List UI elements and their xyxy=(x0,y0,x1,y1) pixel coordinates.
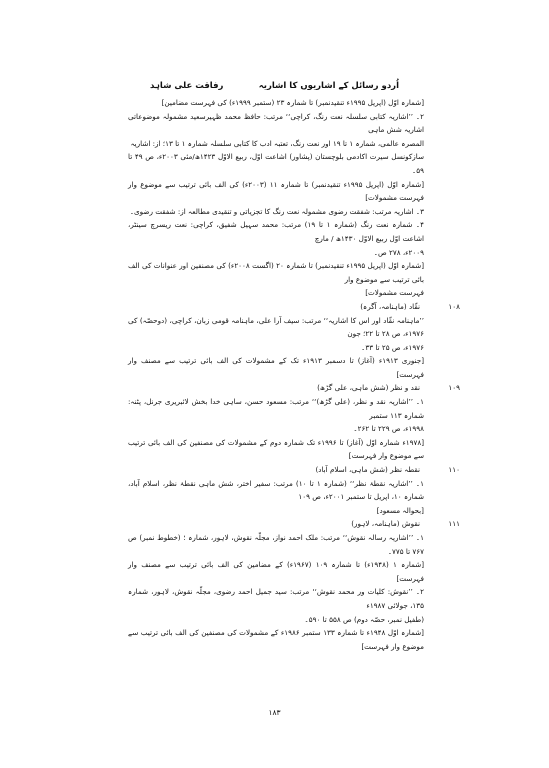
text-line: [شمارہ اوّل (اپریل ۱۹۹۵ء تنقیدنمبر) تا شمارہ ۲۰ (اگست ۲۰۰۸ء) کی مصنفین اور عنوانات کی الف بائی ترتیب سے موضوع وار xyxy=(128,261,424,284)
text-line: (طفیل نمبر، حصّہ دوم) ص ۵۵۸ تا ۵۹۰۔ xyxy=(304,614,424,624)
text-line: ۴۔ شمارہ نعت رنگ (شمارہ ۱ تا ۱۹) مرتب: محمد سہیل شفیق، کراچی: نعت ریسرچ سینٹر، اشاعت اوّل ربیع الاوّل ۱۴۳۰ھ / مارچ xyxy=(128,220,424,243)
entry-108 xyxy=(128,300,460,382)
entry-number: ۱۰۹ xyxy=(448,383,460,393)
text-line: ۳۔ اشاریہ مرتب: شفقت رضوی مشمولہ نعت رنگ کا تجزیاتی و تنقیدی مطالعہ از: شفقت رضوی۔ xyxy=(129,206,424,216)
entry-title: نقد و نظر (شش ماہی، علی گڑھ) xyxy=(317,383,420,393)
text-line: ۲۰۰۹ء، ۲۷۸ ص۔ xyxy=(373,247,424,257)
text-line: ۱۹۷۶ء، ص ۲۵ تا ۳۳۔ xyxy=(361,342,424,352)
text-line: [شمارہ اوّل ۱۹۴۸ء تا شمارہ ۱۳۳ ستمبر ۱۹۸۶ء کے مشمولات کی مصنفین کی الف بائی ترتیب سے موضوع وار فہرست] xyxy=(128,628,424,651)
text-line: ۱۔ ’’اشاریہ نقد و نظر، (علی گڑھ)‘‘ مرتب: مسعود حسن، ساہی خدا بخش لائبریری جرنل، پٹنہ: شمارہ ۱۱۳ ستمبر xyxy=(128,397,424,420)
text-line: ۲۔ ’’اشاریہ کتابی سلسلہ نعت رنگ، کراچی‘‘ مرتب: حافظ محمد ظہیرسعید مشمولہ موضوعاتی اشاریہ شش ماہی xyxy=(128,111,424,135)
running-header-author: رفاقت علی شاہد xyxy=(150,81,224,91)
text-line: [۱۹۷۸ء شمارہ اوّل (آغاز) تا ۱۹۹۶ء تک شمارہ دوم کے مشمولات کی مصنفین کی الف بائی ترتیب سے موضوع وار فہرست] xyxy=(128,437,424,461)
page-body xyxy=(128,96,460,653)
entry-number: ۱۱۱ xyxy=(448,519,460,529)
text-line: ۱۔ ’’اشاریہ نقطۂ نظر‘‘ (شمارہ ۱ تا ۱۰) مرتب: سفیر اختر، شش ماہی نقطۂ نظر، اسلام آباد، شمارہ ۱۰، اپریل تا ستمبر ۲۰۰۱ء، ص ۱۰۹ xyxy=(128,478,424,502)
entry-109 xyxy=(128,381,460,463)
text-line: ۲۔ ’’نقوش: کلیات ور محمد نقوش‘‘ مرتب: سید جمیل احمد رضوی، مجلّہ نقوش، لاہور، شمارہ ۱۳۵، جولائی ۱۹۸۷ء xyxy=(128,587,424,610)
entry-111 xyxy=(128,517,460,653)
text-line: ’’ماہنامہ نقّاد اور اس کا اشاریہ‘‘ مرتب: سیف آرا علی، ماہنامہ قومی زبان، کراچی، (دوحصّہ) کی ۱۹۷۶ء، ص ۲۸ تا ۲۲؛ جون xyxy=(128,315,424,339)
entry-title: نقطہ نظر (شش ماہی، اسلام آباد) xyxy=(315,465,420,475)
entry-number: ۱۱۰ xyxy=(448,465,460,475)
text-line: سازکونسل سیرت اکادمی بلوچستان (پشاور) اشاعت اوّل، ربیع الاوّل ۱۴۲۳ھ/مئی ۲۰۰۳ء، ص ۴۹ تا ۵۹۔ xyxy=(128,152,424,175)
text-line: ۱۹۹۸ء، ص ۲۲۹ تا ۲۶۲۔ xyxy=(353,424,424,434)
text-line: [شمارہ اوّل (اپریل ۱۹۹۵ء تنقیدنمبر) تا شمارہ ۱۱ (۲۰۰۳ء) کی الف بائی ترتیب سے موضوع وار فہرست مشمولات] xyxy=(128,179,424,203)
text-line: [بحوالہ مسعود] xyxy=(376,505,424,515)
text-line: [شمارہ اوّل (اپریل ۱۹۹۵ء تنقیدنمبر) تا شمارہ ۲۳ (ستمبر ۱۹۹۹ء) کی فہرست مضامین] xyxy=(161,98,424,107)
entry-title: نقّاد (ماہنامہ، آگرہ) xyxy=(360,301,420,311)
entry-title: نقوش (ماہنامہ، لاہور) xyxy=(351,519,420,529)
text-line: المصرہ عالمی، شمارہ ۱ تا ۱۹ اور نعت رنگ، تعتبہ ادب کا کتابی سلسلہ شمارہ ۱ تا ۱۳؛ از: اشاریہ xyxy=(130,138,424,148)
page-number: ۱۸۳ xyxy=(268,708,281,717)
running-header-title: اُردو رسائل کے اشاریوں کا اشاریہ xyxy=(258,81,399,91)
entry-number: ۱۰۸ xyxy=(448,301,460,311)
text-line: [جنوری ۱۹۱۳ء (آغاز) تا دسمبر ۱۹۱۳ء تک کے مشمولات کی الف بائی ترتیب سے مصنف وار فہرست] xyxy=(128,356,424,379)
text-line: فہرست مشمولات] xyxy=(365,288,424,298)
entry-110 xyxy=(128,463,460,517)
text-line: [شمارہ ۱ (۱۹۴۸ء) تا شمارہ ۱۰۹ (۱۹۶۷ء) کے مضامین کی الف بائی ترتیب سے مصنف وار فہرست] xyxy=(128,560,425,583)
text-line: ۱۔ ’’اشاریہ رسالہ نقوش‘‘ مرتب: ملک احمد نواز، مجلّہ نقوش، لاہور، شمارہ ؛ (خطوط نمبر) ص ۷۶۷ تا ۷۷۵۔ xyxy=(128,533,424,556)
